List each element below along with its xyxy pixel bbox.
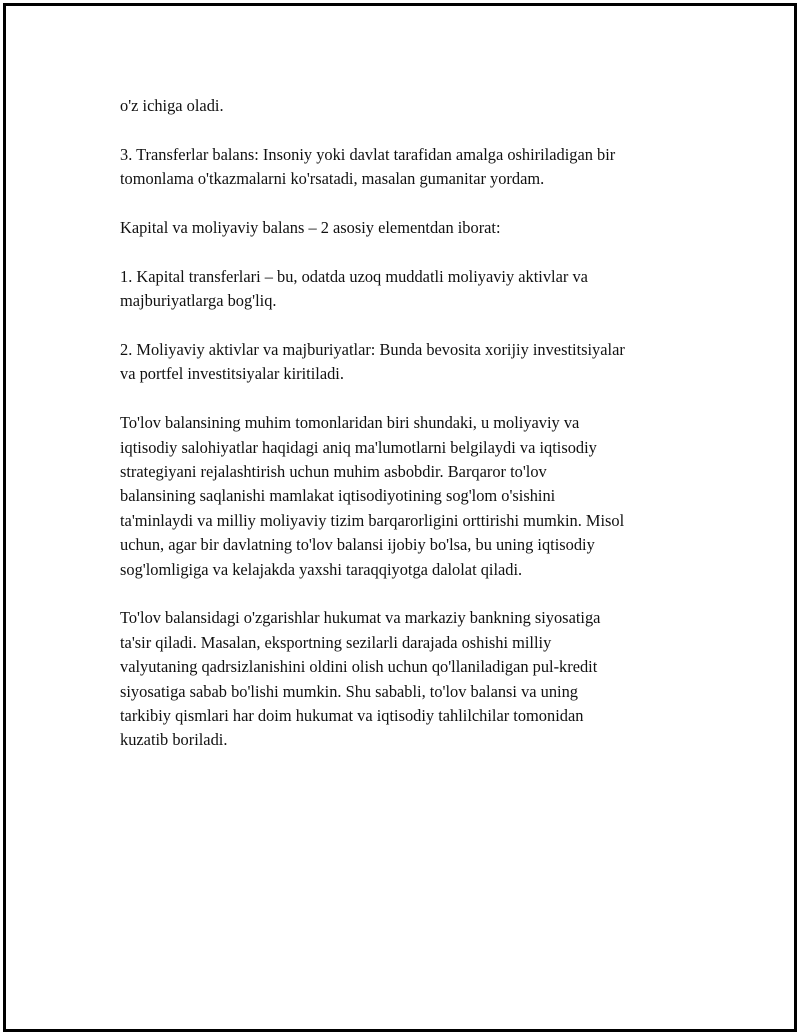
paragraph-financial-assets: 2. Moliyaviy aktivlar va majburiyatlar: Bunda bevosita xorijiy investitsiyalar va portfel investitsiyalar kiritiladi. [120,340,625,384]
document-body [120,94,700,777]
paragraph-continuation: o'z ichiga oladi. [120,96,224,115]
page-frame [3,3,797,1032]
paragraph-balance-importance: To'lov balansining muhim tomonlaridan biri shundaki, u moliyaviy va iqtisodiy salohiyatlar haqidagi aniq ma'lumotlarni belgilaydi va iqtisodiy strategiyani rejalashtirish uchun muhim asbobdir. Barqaror to'lov balansining saqlanishi mamlakat iqtisodiyotining sog'lom o'sishini ta'minlaydi va milliy moliyaviy tizim barqarorligini orttirishi mumkin. Misol uchun, agar bir davlatning to'lov balansi ijobiy bo'lsa, bu uning iqtisodiy sog'lomligiga va kelajakda yaxshi taraqqiyotga dalolat qiladi. [120,413,625,579]
paragraph-capital-financial-intro: Kapital va moliyaviy balans – 2 asosiy elementdan iborat: [120,218,501,237]
paragraph-balance-changes: To'lov balansidagi o'zgarishlar hukumat va markaziy bankning siyosatiga ta'sir qiladi. Masalan, eksportning sezilarli darajada oshishi milliy valyutaning qadrsizlanishini oldini olish uchun qo'llaniladigan pul-kredit siyosatiga sabab bo'lishi mumkin. Shu sababli, to'lov balansi va uning tarkibiy qismlari har doim hukumat va iqtisodiy tahlilchilar tomonidan kuzatib boriladi. [120,608,601,750]
paragraph-transfers-balance: 3. Transferlar balans: Insoniy yoki davlat tarafidan amalga oshiriladigan bir tomonlama o'tkazmalarni ko'rsatadi, masalan gumanitar yordam. [120,144,616,189]
paragraph-capital-transfers: 1. Kapital transferlari – bu, odatda uzoq muddatli moliyaviy aktivlar va majburiyatlarga bog'liq. [120,266,588,311]
